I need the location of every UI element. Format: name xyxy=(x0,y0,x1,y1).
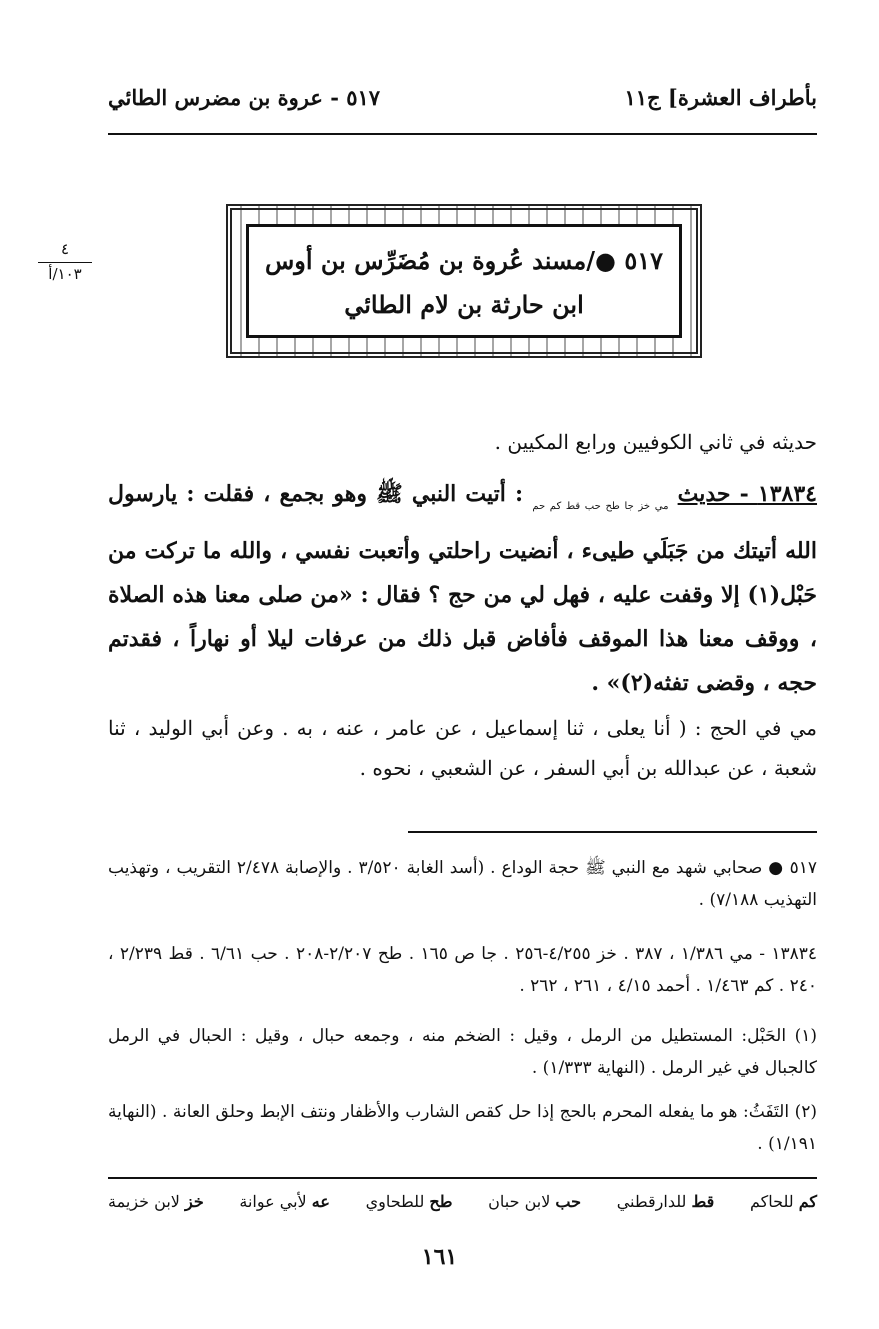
margin-reference xyxy=(38,238,92,285)
hadith-text: : أتيت النبي ﷺ وهو بجمع ، فقلت : يارسول الله أتيتك من جَبَلَي طيىء ، أنضيت راحلتي وأتعبت نفسي ، والله ما تركت من حَبْل(١) إلا وقفت عليه ، فهل لي من حج ؟ فقال : «من صلى معنا هذه الصلاة ، ووقف معنا هذا الموقف فأفاض قبل ذلك من عرفات ليلا أو نهاراً ، فقدتم حجه ، وقضى تفثه(٢)» . xyxy=(108,481,817,696)
abbreviation-item xyxy=(488,1192,581,1211)
abbreviation-label: لابن حبان xyxy=(488,1191,551,1211)
chapter-title-frame xyxy=(226,204,702,358)
abbreviation-label: للدارقطني xyxy=(616,1191,687,1211)
abbreviation-item xyxy=(750,1192,817,1211)
footnote: (٢) التَفَثُ: هو ما يفعله المحرم بالحج إذا حل كقص الشارب والأظفار ونتف الإبط وحلق العانة . (النهاية ١/١٩١) . xyxy=(108,1102,817,1154)
abbreviation-code: خز xyxy=(184,1191,204,1211)
chapter-title xyxy=(246,224,682,338)
hadith-source-codes: مي خز جا طح حب قط كم حم xyxy=(532,501,669,512)
abbreviation-code: حب xyxy=(555,1191,582,1211)
footnote: (١) الحَبْل: المستطيل من الرمل ، وقيل : الضخم منه ، وجمعه حبال ، وقيل : الحبال في الرمل كالجبال في غير الرمل . (النهاية ١/٣٣٣) . xyxy=(108,1026,817,1078)
footnote: ١٣٨٣٤ - مي ١/٣٨٦ ، ٣٨٧ . خز ٤/٢٥٥-٢٥٦ . جا ص ١٦٥ . طح ٢/٢٠٧-٢٠٨ . حب ٦/٦١ . قط ٢/٢٣٩ ، ٢٤٠ . كم ١/٤٦٣ . أحمد ٤/١٥ ، ٢٦١ ، ٢٦٢ . xyxy=(108,944,818,996)
abbreviations-legend xyxy=(108,1186,817,1216)
intro-paragraph: حديثه في ثاني الكوفيين ورابع المكيين . xyxy=(494,430,817,454)
chapter-title-line-2: ابن حارثة بن لام الطائي xyxy=(344,290,584,319)
running-header-chapter: ٥١٧ - عروة بن مضرس الطائي xyxy=(108,85,381,110)
hadith-number: ١٣٨٣٤ - حديث xyxy=(677,481,817,507)
abbreviation-item xyxy=(239,1192,330,1211)
footnote: ٥١٧ ● صحابي شهد مع النبي ﷺ حجة الوداع . (أسد الغابة ٣/٥٢٠ . والإصابة ٢/٤٧٨ التقريب ، وتهذيب التهذيب ٧/١٨٨) . xyxy=(108,858,817,910)
abbreviation-item xyxy=(617,1192,715,1211)
abbreviation-item xyxy=(366,1192,453,1211)
abbreviation-item xyxy=(108,1192,204,1211)
margin-folio: ١٠٣/أ xyxy=(48,265,82,283)
abbreviation-code: قط xyxy=(691,1191,715,1211)
chapter-title-line-1: ٥١٧ ●/مسند عُروة بن مُضَرِّس بن أوس xyxy=(264,246,663,275)
abbreviation-code: عه xyxy=(311,1191,330,1211)
footnote-divider xyxy=(408,831,817,833)
margin-number: ٤ xyxy=(38,238,92,263)
abbreviation-label: لأبي عوانة xyxy=(239,1191,307,1211)
running-header-volume: بأطراف العشرة] ج١١ xyxy=(624,85,817,110)
abbreviation-label: للطحاوي xyxy=(365,1191,425,1211)
abbreviation-label: للحاكم xyxy=(750,1191,794,1211)
abbreviation-label: لابن خزيمة xyxy=(108,1191,180,1211)
abbreviations-divider xyxy=(108,1177,817,1179)
abbreviation-code: كم xyxy=(798,1191,817,1211)
header-divider xyxy=(108,133,817,135)
hadith-paragraph xyxy=(108,472,817,705)
page-number: ١٦١ xyxy=(421,1244,458,1270)
abbreviation-code: طح xyxy=(429,1191,453,1211)
source-paragraph: مي في الحج : ( أنا يعلى ، ثنا إسماعيل ، عن عامر ، عنه ، به . وعن أبي الوليد ، ثنا شعبة ، عن عبدالله بن أبي السفر ، عن الشعبي ، نحوه . xyxy=(108,716,817,780)
